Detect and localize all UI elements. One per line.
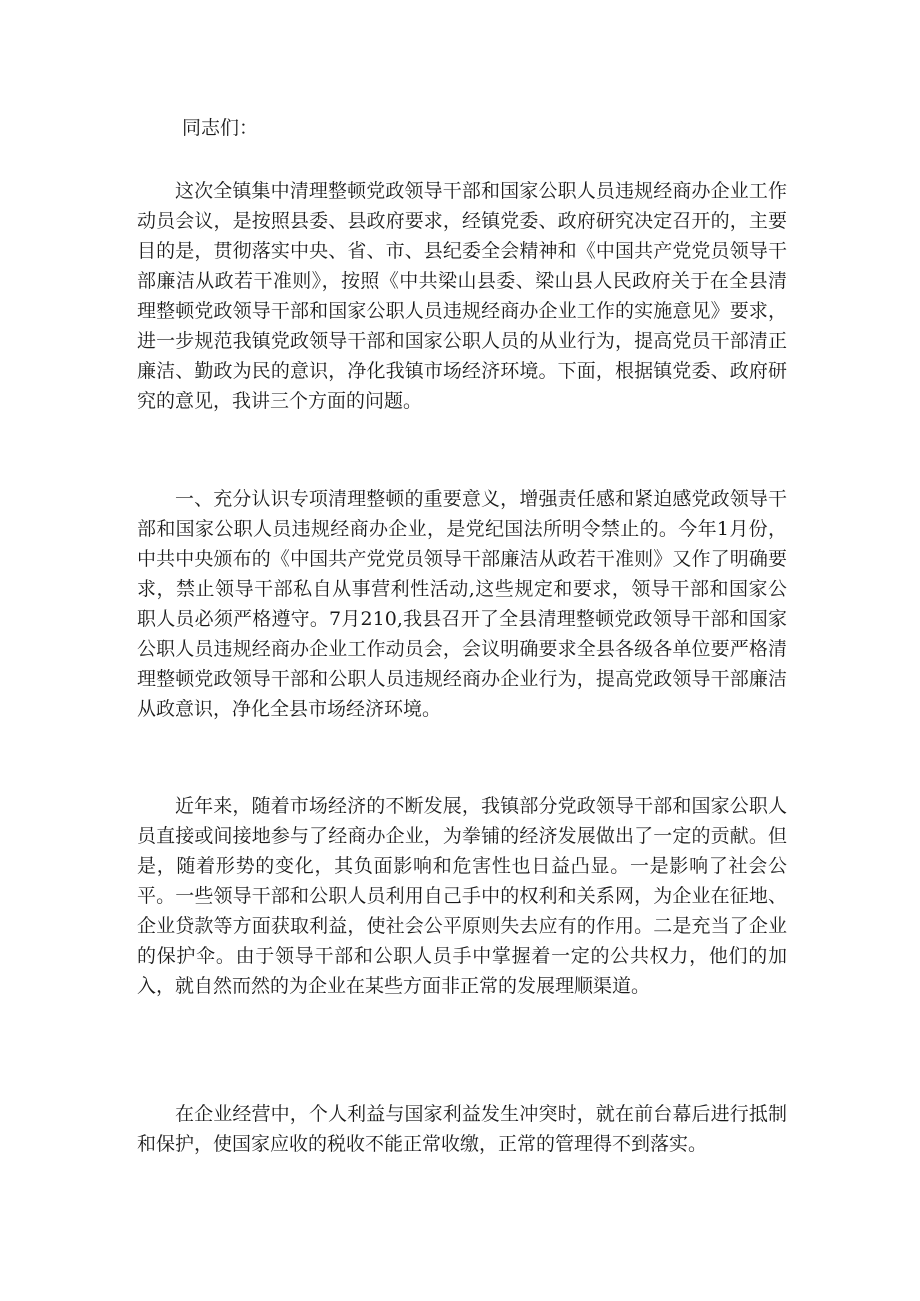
- paragraph-business-operations: 在企业经营中，个人利益与国家利益发生冲突时，就在前台幕后进行抵制和保护，使国家应收的税收不能正常收缴，正常的管理得不到落实。: [137, 1103, 787, 1155]
- paragraph-section-one: 一、充分认识专项清理整顿的重要意义，增强责任感和紧迫感党政领导干部和国家公职人员违规经商办企业，是党纪国法所明令禁止的。今年1月份，中共中央颁布的《中国共产党党员领导干部廉洁从政若干准则》又作了明确要求，禁止领导干部私自从事营利性活动,这些规定和要求，领导干部和国家公职人员必须严格遵守。7月210,我县召开了全县清理整顿党政领导干部和国家公职人员违规经商办企业工作动员会，会议明确要求全县各级各单位要严格清理整顿党政领导干部和公职人员违规经商办企业行为，提高党政领导干部廉洁从政意识，净化全县市场经济环境。: [137, 488, 787, 720]
- paragraph-recent-years: 近年来，随着市场经济的不断发展，我镇部分党政领导干部和国家公职人员直接或间接地参与了经商办企业，为拳铺的经济发展做出了一定的贡献。但是，随着形势的变化，其负面影响和危害性也日益凸显。一是影响了社会公平。一些领导干部和公职人员利用自己手中的权利和关系网，为企业在征地、企业贷款等方面获取利益，使社会公平原则失去应有的作用。二是充当了企业的保护伞。由于领导干部和公职人员手中掌握着一定的公共权力，他们的加入，就自然而然的为企业在某些方面非正常的发展理顺渠道。: [137, 795, 787, 997]
- salutation: 同志们：: [182, 117, 259, 139]
- paragraph-intro: 这次全镇集中清理整顿党政领导干部和国家公职人员违规经商办企业工作动员会议，是按照县委、县政府要求，经镇党委、政府研究决定召开的，主要目的是，贯彻落实中央、省、市、县纪委全会精神和《中国共产党党员领导干部廉洁从政若干准则》，按照《中共梁山县委、梁山县人民政府关于在全县清理整顿党政领导干部和国家公职人员违规经商办企业工作的实施意见》要求，进一步规范我镇党政领导干部和国家公职人员的从业行为，提高党员干部清正廉洁、勤政为民的意识，净化我镇市场经济环境。下面，根据镇党委、政府研究的意见，我讲三个方面的问题。: [137, 180, 787, 412]
